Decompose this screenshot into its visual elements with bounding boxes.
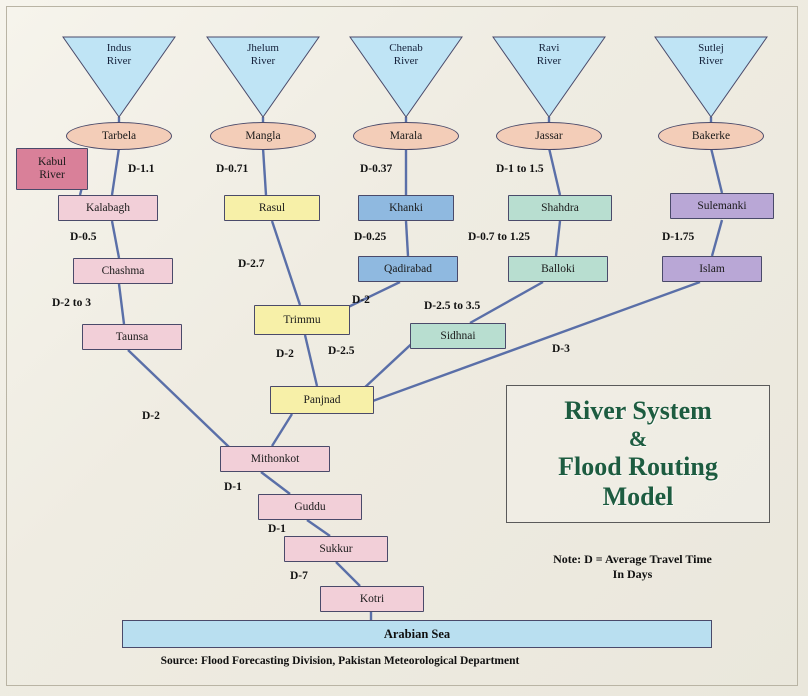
node-label: Sulemanki xyxy=(697,199,747,212)
node-chashma[interactable] xyxy=(73,258,173,284)
river-name-line1: Chenab xyxy=(389,42,423,54)
node-label: Trimmu xyxy=(283,313,321,326)
title-line3: Model xyxy=(602,481,674,511)
node-guddu[interactable] xyxy=(258,494,362,520)
edge-label-guddu-sukkur: D-1 xyxy=(268,523,286,535)
legend-note xyxy=(505,552,760,582)
node-label: Arabian Sea xyxy=(383,626,451,641)
edge-label-rasul-trimmu: D-2.7 xyxy=(238,258,265,270)
node-label: Rasul xyxy=(258,201,286,214)
node-label: Kalabagh xyxy=(85,201,131,214)
node-rasul[interactable] xyxy=(224,195,320,221)
river-name-line2: River xyxy=(698,54,724,67)
edge-label-islam-panjnad: D-3 xyxy=(552,343,570,355)
node-label: Sukkur xyxy=(319,542,353,555)
node-label: Taunsa xyxy=(115,330,149,343)
node-mangla[interactable] xyxy=(210,122,316,150)
river-name-line2: River xyxy=(106,54,132,67)
note-line2: In Days xyxy=(612,567,653,581)
river-name-line1: Jhelum xyxy=(247,42,279,54)
node-label: Shahdra xyxy=(541,201,579,214)
edge-label-marala-khanki: D-0.37 xyxy=(360,163,393,175)
node-sukkur[interactable] xyxy=(284,536,388,562)
node-khanki[interactable] xyxy=(358,195,454,221)
river-head-jhelum xyxy=(206,36,320,118)
title-line2: Flood Routing xyxy=(558,451,718,481)
edge-label-sidhnai-panjnad: D-2.5 xyxy=(328,345,355,357)
node-trimmu[interactable] xyxy=(254,305,350,335)
edge-label-qadirabad-trimmu: D-2 xyxy=(352,294,370,306)
node-taunsa[interactable] xyxy=(82,324,182,350)
node-label: Marala xyxy=(389,129,423,142)
river-head-ravi xyxy=(492,36,606,118)
river-name-line1: Ravi xyxy=(538,42,560,54)
edge-label-mithonkot-guddu: D-1 xyxy=(224,481,242,493)
node-kotri[interactable] xyxy=(320,586,424,612)
node-label: Mithonkot xyxy=(250,452,300,465)
edge-label-mangla-rasul: D-0.71 xyxy=(216,163,249,175)
edge-label-shahdra-balloki: D-0.7 to 1.25 xyxy=(468,231,530,243)
node-label: Khanki xyxy=(389,201,423,214)
edge-label-balloki-sidhnai: D-2.5 to 3.5 xyxy=(424,300,481,312)
edge-label-sulemanki-islam: D-1.75 xyxy=(662,231,695,243)
node-tarbela[interactable] xyxy=(66,122,172,150)
river-name-line2: River xyxy=(250,54,276,67)
node-label: Qadirabad xyxy=(384,262,432,275)
node-label: Islam xyxy=(699,262,725,275)
node-shahdra[interactable] xyxy=(508,195,612,221)
node-label: Mangla xyxy=(245,129,281,142)
node-label: Chashma xyxy=(101,264,145,277)
edge-label-kabul-kalabagh: D-1.1 xyxy=(128,163,155,175)
node-bakerke[interactable] xyxy=(658,122,764,150)
node-kabul-river[interactable] xyxy=(16,148,88,190)
edge-label-kalabagh-chashma: D-0.5 xyxy=(70,231,97,243)
node-label: Bakerke xyxy=(691,129,731,142)
node-kalabagh[interactable] xyxy=(58,195,158,221)
node-label: Balloki xyxy=(541,262,575,275)
river-head-chenab xyxy=(349,36,463,118)
edge-label-khanki-qadirabad: D-0.25 xyxy=(354,231,387,243)
river-head-indus xyxy=(62,36,176,118)
node-balloki[interactable] xyxy=(508,256,608,282)
node-sidhnai[interactable] xyxy=(410,323,506,349)
edge-label-jassar-shahdra: D-1 to 1.5 xyxy=(496,163,544,175)
title-box xyxy=(506,385,770,523)
node-label: Tarbela xyxy=(101,129,137,142)
node-sulemanki[interactable] xyxy=(670,193,774,219)
node-label: Jassar xyxy=(535,129,563,142)
title-line1: River System xyxy=(564,396,712,425)
node-panjnad[interactable] xyxy=(270,386,374,414)
node-qadirabad[interactable] xyxy=(358,256,458,282)
node-mithonkot[interactable] xyxy=(220,446,330,472)
river-head-sutlej xyxy=(654,36,768,118)
edge-label-trimmu-panjnad: D-2 xyxy=(276,348,294,360)
river-name-line2: River xyxy=(536,54,562,67)
edge-label-sukkur-kotri: D-7 xyxy=(290,570,308,582)
edge-label-chashma-taunsa: D-2 to 3 xyxy=(52,297,91,309)
node-label: Guddu xyxy=(294,500,326,513)
node-label-line2: River xyxy=(39,169,65,181)
river-name-line2: River xyxy=(393,54,419,67)
note-line1: Note: D = Average Travel Time xyxy=(553,552,712,566)
river-name-line1: Indus xyxy=(106,42,132,54)
source-caption: Source: Flood Forecasting Division, Pakistan Meteorological Department xyxy=(160,655,520,667)
node-label: Kotri xyxy=(359,592,385,605)
title-ampersand: & xyxy=(628,426,648,452)
node-marala[interactable] xyxy=(353,122,459,150)
node-label: Panjnad xyxy=(303,393,341,406)
node-jassar[interactable] xyxy=(496,122,602,150)
node-arabian-sea[interactable] xyxy=(122,620,712,648)
river-name-line1: Sutlej xyxy=(698,42,724,54)
node-label-line1: Kabul xyxy=(37,156,67,169)
edge-label-taunsa-mithonkot: D-2 xyxy=(142,410,160,422)
node-label: Sidhnai xyxy=(440,329,476,342)
node-islam[interactable] xyxy=(662,256,762,282)
